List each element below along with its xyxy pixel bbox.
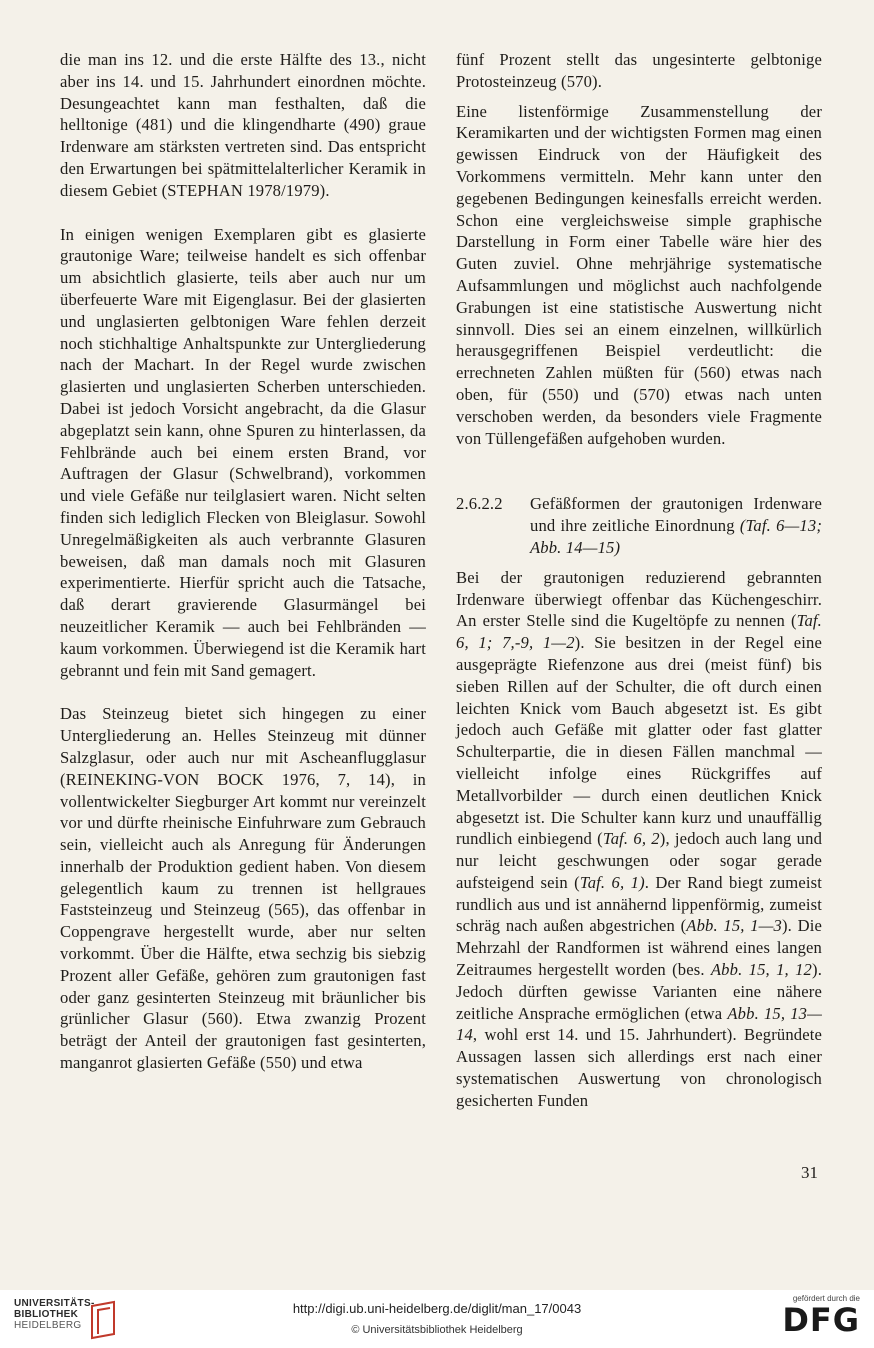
paragraph: Das Steinzeug bietet sich hingegen zu einer Untergliederung an. Helles Steinzeug mit dünner Salzglasur, oder auch nur mit Ascheanflugglasur (REINEKING-VON BOCK 1976, 7, 14), in vollentwickelter Siegburger Art kommt nur vereinzelt vor und dürfte rheinische Einfuhrware zum Gebrauch sein, vielleicht auch als Anregung für Änderungen innerhalb der Produktion gedient haben. Von diesem gelegentlich kaum zu trennen ist hellgraues Faststeinzeug und Steinzeug (565), das offenbar in Coppengrave hergestellt wurde, aber nur selten vorkommt. Über die Hälfte, etwa sechzig bis siebzig Prozent aller Gefäße, gehören zum grautonigen fast oder ganz gesinterten Steinzeug mit bräunlicher bis grünlicher Glasur (560). Etwa zwanzig Prozent beträgt der Anteil der grautonigen fast gesinterten, manganrot glasierten Gefäße (550) und etwa	[60, 704, 426, 1073]
figure-reference: Abb. 15, 1—3	[686, 916, 782, 936]
sponsor-text: gefördert durch die	[792, 1294, 860, 1303]
text-run: , wohl erst 14. und 15. Jahrhundert). Begründete Aussagen lassen sich allerdings erst nach einer systematischen Auswertung von chronologisch gesicherten Funden	[456, 1025, 822, 1110]
paragraph-gap	[60, 681, 426, 703]
section-heading	[456, 493, 822, 558]
text-run: Bei der grautonigen reduzierend gebrannten Irdenware überwiegt offenbar das Küchengeschirr. An erster Stelle sind die Kugeltöpfe zu nennen (	[456, 567, 822, 631]
library-name-line1: UNIVERSITÄTS-	[14, 1298, 95, 1309]
paragraph: die man ins 12. und die erste Hälfte des 13., nicht aber ins 14. und 15. Jahrhundert einordnen möchte. Desungeachtet kann man festhalten, daß die helltonige (481) und die klingendharte (490) graue Irdenware am stärksten vertreten sind. Das entspricht den Erwartungen bei spätmittelalterlicher Keramik in diesem Gebiet (STEPHAN 1978/1979).	[60, 50, 426, 200]
paragraph-gap	[456, 93, 822, 101]
paragraph: In einigen wenigen Exemplaren gibt es glasierte grautonige Ware; teilweise handelt es sich offenbar um absichtlich glasierte, teils aber auch nur um überfeuerte Ware mit Eigenglasur. Bei der glasierten und unglasierten gelbtonigen Ware fehlen derzeit noch stichhaltige Anhaltspunkte zur Untergliederung nach der Machart. In der Regel wurde zwischen glasierten und unglasierten Scherben unterschieden. Dabei ist jedoch Vorsicht angebracht, da die Glasur abgeplatzt sein kann, ohne Spuren zu hinterlassen, da Fehlbrände auch bei einem ersten Brand, vor Auftragen der Glasur (Schwelbrand), vorkommen und viele Gefäße nur teilglasiert waren. Nicht selten finden sich lediglich Flecken von Bleiglasur. Sowohl Unregelmäßigkeiten als auch verbrannte Glasuren beweisen, daß man damals noch mit Glasuren experimentierte. Hierfür spricht auch die Tatsache, daß derart gravierende Glasurmängel bei neuzeitlicher Keramik — auch bei Fehlbränden — kaum vorkommen. Überwiegend ist die Keramik hart gebrannt und fein mit Sand gemagert.	[60, 224, 426, 680]
text-run: . Der Rand biegt zumeist rundlich aus und ist annähernd lippenförmig, zumeist schräg nach außen abgestrichen (	[456, 872, 822, 936]
paragraph-gap	[60, 202, 426, 224]
copyright-notice: © Universitätsbibliothek Heidelberg	[351, 1324, 523, 1336]
text-run: ). Jedoch dürften gewisse Varianten eine nähere zeitliche Ansprache ermöglichen (etwa	[456, 960, 822, 1023]
page-number: 31	[801, 1163, 818, 1182]
section-reference: (Taf. 6—13; Abb. 14—15)	[530, 516, 822, 557]
dfg-logo[interactable]	[760, 1294, 860, 1344]
library-name-line2: BIBLIOTHEK	[14, 1309, 79, 1320]
section-number: 2.6.2.2	[456, 494, 503, 514]
paragraph-gap	[456, 559, 822, 567]
dfg-wordmark: DFG	[782, 1301, 860, 1339]
figure-reference: Taf. 6, 2	[602, 829, 660, 849]
text-run: ), jedoch auch lang und nur leicht geschwungen oder sogar gerade aufsteigend sein (	[456, 829, 823, 892]
section-gap	[456, 449, 822, 493]
figure-reference: Taf. 6, 1; 7,-9, 1—2	[456, 611, 822, 653]
page-url-link[interactable]: http://digi.ub.uni-heidelberg.de/diglit/man_17/0043	[292, 1301, 582, 1316]
section-title: Gefäßformen der grautonigen Irdenware und ihre zeitliche Einordnung	[530, 494, 822, 536]
paragraph: fünf Prozent stellt das ungesinterte gelbtonige Protosteinzeug (570).	[456, 50, 822, 91]
left-column	[60, 49, 426, 1074]
paragraph	[456, 567, 822, 1112]
figure-reference: Abb. 15, 13—14	[456, 1003, 822, 1045]
text-run: ). Sie besitzen in der Regel eine ausgeprägte Riefenzone aus drei (meist fünf) bis sieben Rillen auf der Schulter, die oft durch einen leichten Knick vom Bauch abgesetzt ist. Es gibt jedoch auch Gefäße mit glatter oder fast glatter Schulterpartie, die in diesen Fällen manchmal — vielleicht infolge eines Rückgriffes auf Metallvorbilder — durch einen deutlichen Knick abgesetzt ist. Die Schulter kann kurz und unauffällig rundlich einbiegend (	[456, 633, 822, 849]
viewer-footer	[0, 1290, 874, 1348]
figure-reference: Abb. 15, 1, 12	[710, 960, 813, 980]
paragraph: Eine listenförmige Zusammenstellung der Keramikarten und der wichtigsten Formen mag einen gewissen Eindruck von der Häufigkeit des Vorkommens vermitteln. Mehr kann unter den gegebenen Bedingungen keinesfalls erreicht werden. Schon eine vergleichsweise simple graphische Darstellung in Form einer Tabelle wäre hier des Guten zuviel. Ohne mehrjährige systematische Aufsammlungen und möglichst auch nachfolgende Grabungen ist eine statistische Auswertung nicht sinnvoll. Dies sei an einem einzelnen, willkürlich herausgegriffenen Beispiel verdeutlicht: die errechneten Zahlen müßten für (560) etwas nach oben, für (550) und (570) etwas nach unten verschoben werden, da besonders viele Fragmente von Tüllengefäßen aufgehoben wurden.	[456, 101, 822, 448]
right-column	[456, 49, 822, 1112]
figure-reference: Taf. 6, 1)	[579, 872, 645, 892]
text-run: ). Die Mehrzahl der Randformen ist während eines langen Zeitraumes hergestellt worden (bes.	[456, 916, 822, 980]
library-name-line3: HEIDELBERG	[14, 1320, 82, 1331]
